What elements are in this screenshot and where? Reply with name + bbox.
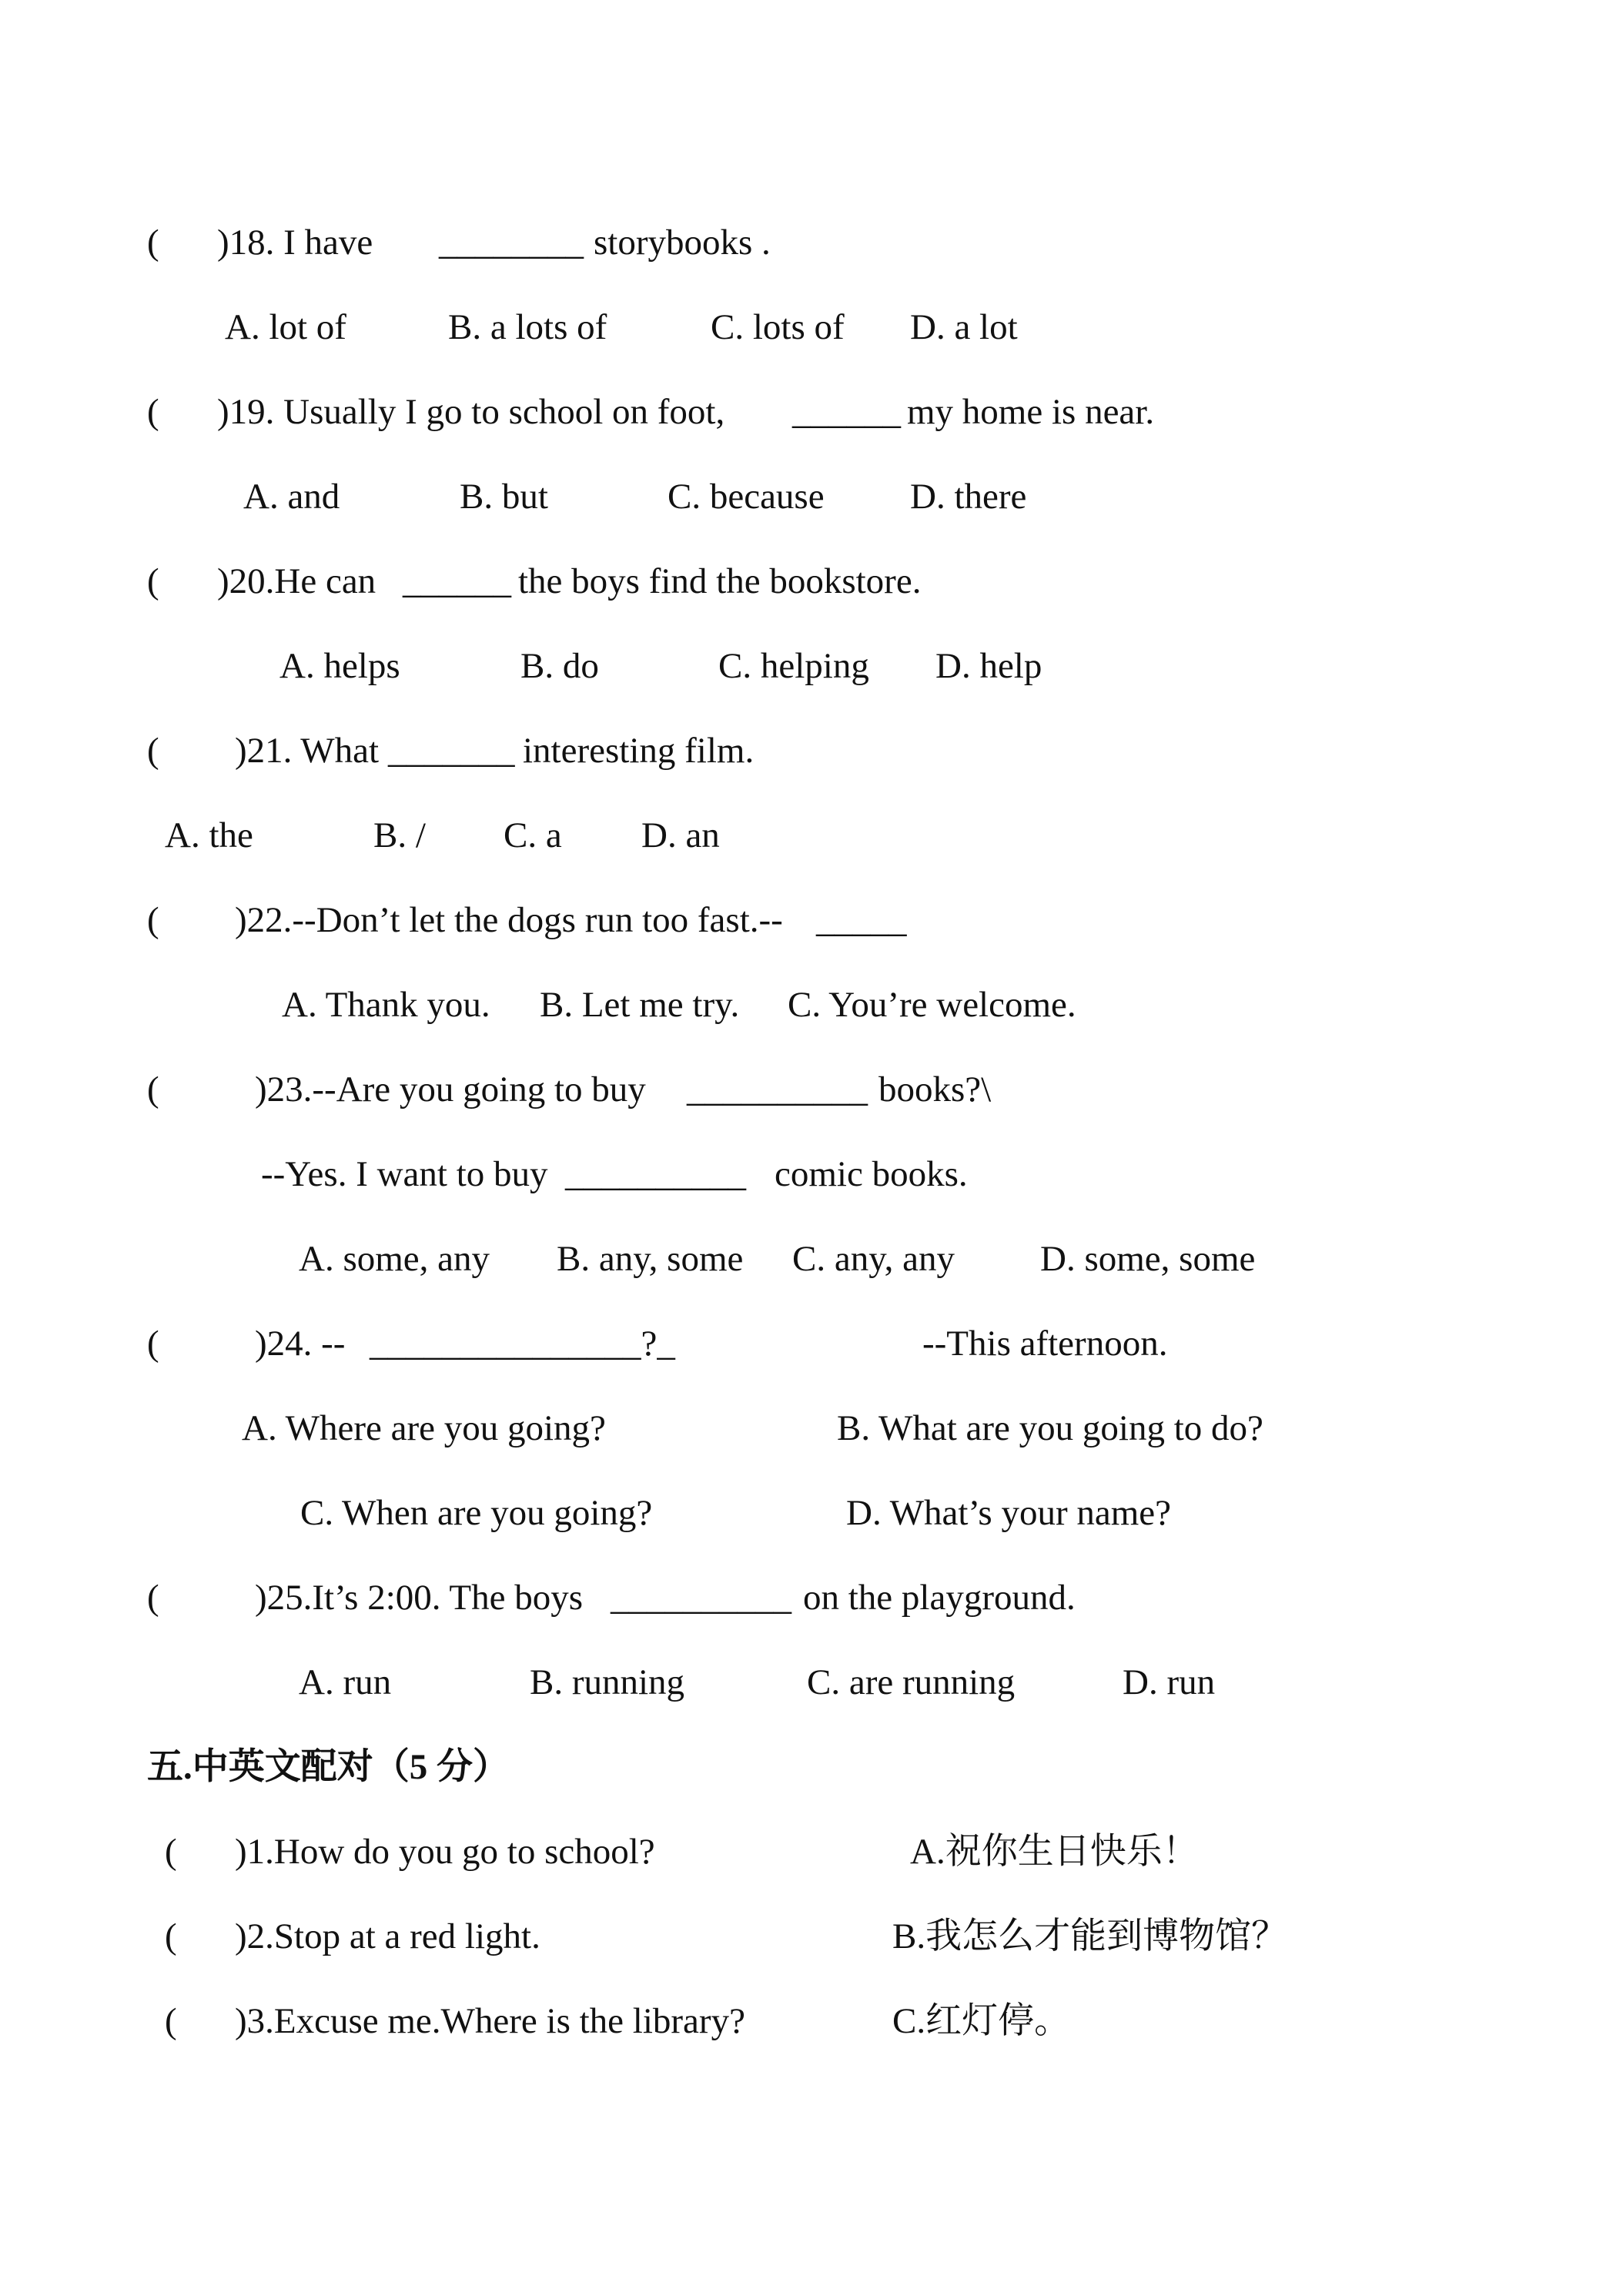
match-bracket-3[interactable]: ( xyxy=(165,2001,177,2041)
question-21-stem: )21. What xyxy=(235,731,380,771)
question-24-stem: )24. -- xyxy=(255,1324,346,1364)
question-19-stem: )19. Usually I go to school on foot, xyxy=(217,392,725,432)
question-21-stem-end: interesting film. xyxy=(523,731,755,771)
question-18-option-a: A. lot of xyxy=(225,307,346,347)
answer-bracket-22[interactable]: ( xyxy=(147,900,159,940)
question-19-option-a: A. and xyxy=(243,477,340,517)
match-bracket-1[interactable]: ( xyxy=(165,1832,177,1872)
question-20-stem-end: the boys find the bookstore. xyxy=(518,561,922,601)
question-25-blank: __________ xyxy=(611,1578,791,1618)
question-25-option-b: B. running xyxy=(530,1662,685,1702)
question-18-stem: )18. I have xyxy=(217,223,373,263)
question-19-stem-end: my home is near. xyxy=(907,392,1155,432)
question-18-blank: ________ xyxy=(439,223,584,263)
question-23-option-d: D. some, some xyxy=(1040,1239,1256,1279)
question-23-blank-1: __________ xyxy=(687,1069,868,1110)
question-18-stem-end: storybooks . xyxy=(594,223,771,263)
question-24-option-a: A. Where are you going? xyxy=(242,1408,606,1448)
question-25-option-d: D. run xyxy=(1123,1662,1216,1702)
question-22-option-c: C. You’re welcome. xyxy=(788,985,1076,1025)
answer-bracket-19[interactable]: ( xyxy=(147,392,159,432)
question-23-option-a: A. some, any xyxy=(299,1239,490,1279)
question-24-blank: _______________?_ xyxy=(370,1324,675,1364)
question-23-line-2-end: comic books. xyxy=(775,1154,968,1194)
answer-bracket-21[interactable]: ( xyxy=(147,731,159,771)
match-item-2: )2.Stop at a red light. xyxy=(235,1916,540,1956)
question-23-line-2: --Yes. I want to buy xyxy=(261,1154,548,1194)
question-23-stem: )23.--Are you going to buy xyxy=(255,1069,646,1110)
question-20-option-d: D. help xyxy=(935,646,1042,686)
question-25-stem-end: on the playground. xyxy=(803,1578,1076,1618)
answer-bracket-24[interactable]: ( xyxy=(147,1324,159,1364)
question-18-option-c: C. lots of xyxy=(711,307,845,347)
question-22-stem: )22.--Don’t let the dogs run too fast.-- xyxy=(235,900,783,940)
match-option-c: C.红灯停。 xyxy=(892,2001,1071,2041)
question-19-option-d: D. there xyxy=(910,477,1027,517)
question-18-option-b: B. a lots of xyxy=(448,307,607,347)
question-19-option-c: C. because xyxy=(668,477,825,517)
question-20-option-a: A. helps xyxy=(279,646,400,686)
question-20-blank: ______ xyxy=(403,561,511,601)
question-24-option-c: C. When are you going? xyxy=(300,1493,653,1533)
match-item-1: )1.How do you go to school? xyxy=(235,1832,655,1872)
question-21-option-b: B. / xyxy=(373,815,426,855)
question-23-blank-2: __________ xyxy=(565,1154,746,1194)
question-19-option-b: B. but xyxy=(460,477,548,517)
question-18-option-d: D. a lot xyxy=(910,307,1018,347)
question-23-option-b: B. any, some xyxy=(557,1239,744,1279)
question-22-option-b: B. Let me try. xyxy=(540,985,740,1025)
question-25-stem: )25.It’s 2:00. The boys xyxy=(255,1578,584,1618)
question-20-stem: )20.He can xyxy=(217,561,376,601)
question-20-option-b: B. do xyxy=(520,646,599,686)
question-25-option-c: C. are running xyxy=(807,1662,1016,1702)
question-23-option-c: C. any, any xyxy=(792,1239,955,1279)
question-24-answer: --This afternoon. xyxy=(922,1324,1168,1364)
question-23-stem-end: books?\ xyxy=(878,1069,992,1110)
question-24-option-d: D. What’s your name? xyxy=(846,1493,1172,1533)
match-option-b: B.我怎么才能到博物馆？ xyxy=(892,1916,1288,1956)
question-21-option-d: D. an xyxy=(641,815,720,855)
question-22-option-a: A. Thank you. xyxy=(282,985,490,1025)
match-bracket-2[interactable]: ( xyxy=(165,1916,177,1956)
question-25-option-a: A. run xyxy=(299,1662,392,1702)
answer-bracket-18[interactable]: ( xyxy=(147,223,159,263)
answer-bracket-25[interactable]: ( xyxy=(147,1578,159,1618)
question-21-blank: _______ xyxy=(388,731,515,771)
question-20-option-c: C. helping xyxy=(718,646,869,686)
section-5-heading: 五.中英文配对（5 分） xyxy=(147,1747,509,1787)
answer-bracket-20[interactable]: ( xyxy=(147,561,159,601)
question-24-option-b: B. What are you going to do? xyxy=(837,1408,1263,1448)
answer-bracket-23[interactable]: ( xyxy=(147,1069,159,1110)
question-19-blank: ______ xyxy=(792,392,901,432)
question-21-option-c: C. a xyxy=(504,815,562,855)
match-option-a: A.祝你生日快乐！ xyxy=(910,1832,1199,1872)
question-21-option-a: A. the xyxy=(165,815,253,855)
match-item-3: )3.Excuse me.Where is the library? xyxy=(235,2001,745,2041)
question-22-blank: _____ xyxy=(816,900,907,940)
